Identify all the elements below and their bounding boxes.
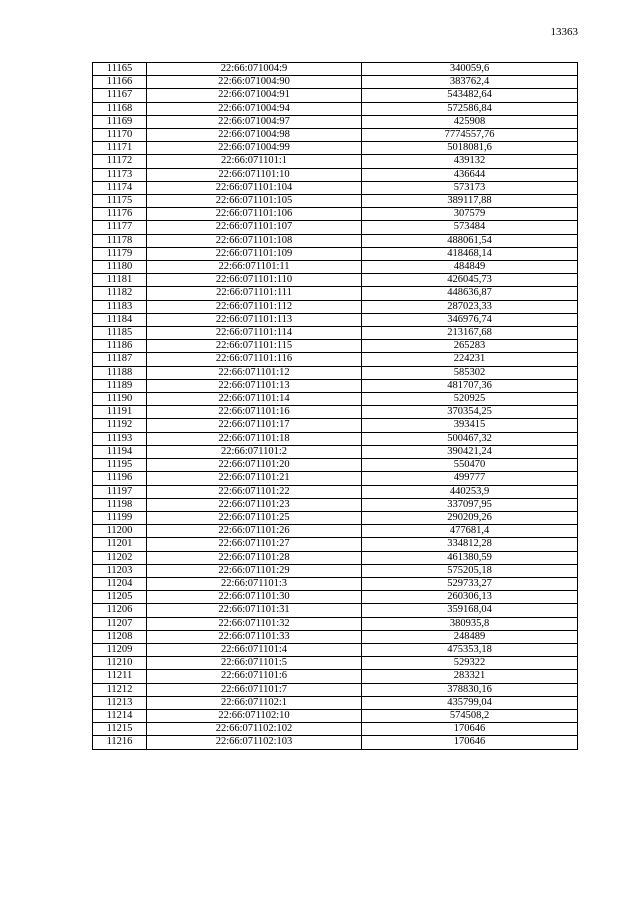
cadastral-number-cell: 22:66:071101:110 bbox=[147, 274, 362, 287]
row-number-cell: 11208 bbox=[93, 630, 147, 643]
cadastral-number-cell: 22:66:071101:20 bbox=[147, 459, 362, 472]
row-number-cell: 11186 bbox=[93, 340, 147, 353]
cadastral-number-cell: 22:66:071101:29 bbox=[147, 564, 362, 577]
table-row bbox=[93, 445, 578, 458]
cadastral-value-table bbox=[92, 62, 578, 750]
cadastral-number-cell: 22:66:071101:32 bbox=[147, 617, 362, 630]
value-cell: 337097,95 bbox=[362, 498, 578, 511]
table-row bbox=[93, 657, 578, 670]
table-row bbox=[93, 247, 578, 260]
row-number-cell: 11172 bbox=[93, 155, 147, 168]
table-row bbox=[93, 353, 578, 366]
cadastral-number-cell: 22:66:071102:10 bbox=[147, 709, 362, 722]
table-row bbox=[93, 129, 578, 142]
row-number-cell: 11171 bbox=[93, 142, 147, 155]
row-number-cell: 11212 bbox=[93, 683, 147, 696]
table-row bbox=[93, 195, 578, 208]
row-number-cell: 11202 bbox=[93, 551, 147, 564]
value-cell: 224231 bbox=[362, 353, 578, 366]
row-number-cell: 11174 bbox=[93, 181, 147, 194]
value-cell: 213167,68 bbox=[362, 327, 578, 340]
cadastral-number-cell: 22:66:071101:14 bbox=[147, 393, 362, 406]
row-number-cell: 11205 bbox=[93, 591, 147, 604]
row-number-cell: 11175 bbox=[93, 195, 147, 208]
table-row bbox=[93, 287, 578, 300]
row-number-cell: 11215 bbox=[93, 723, 147, 736]
cadastral-number-cell: 22:66:071102:1 bbox=[147, 696, 362, 709]
cadastral-number-cell: 22:66:071101:22 bbox=[147, 485, 362, 498]
table-row bbox=[93, 142, 578, 155]
row-number-cell: 11183 bbox=[93, 300, 147, 313]
row-number-cell: 11201 bbox=[93, 538, 147, 551]
value-cell: 520925 bbox=[362, 393, 578, 406]
value-cell: 440253,9 bbox=[362, 485, 578, 498]
value-cell: 378830,16 bbox=[362, 683, 578, 696]
row-number-cell: 11195 bbox=[93, 459, 147, 472]
row-number-cell: 11207 bbox=[93, 617, 147, 630]
cadastral-number-cell: 22:66:071102:102 bbox=[147, 723, 362, 736]
cadastral-number-cell: 22:66:071101:13 bbox=[147, 379, 362, 392]
cadastral-number-cell: 22:66:071102:103 bbox=[147, 736, 362, 749]
row-number-cell: 11191 bbox=[93, 406, 147, 419]
value-cell: 572586,84 bbox=[362, 102, 578, 115]
cadastral-number-cell: 22:66:071101:113 bbox=[147, 313, 362, 326]
cadastral-number-cell: 22:66:071101:7 bbox=[147, 683, 362, 696]
value-cell: 5018081,6 bbox=[362, 142, 578, 155]
value-cell: 346976,74 bbox=[362, 313, 578, 326]
table-row bbox=[93, 234, 578, 247]
row-number-cell: 11209 bbox=[93, 643, 147, 656]
cadastral-number-cell: 22:66:071004:97 bbox=[147, 115, 362, 128]
table-row bbox=[93, 366, 578, 379]
cadastral-number-cell: 22:66:071101:107 bbox=[147, 221, 362, 234]
row-number-cell: 11180 bbox=[93, 261, 147, 274]
value-cell: 334812,28 bbox=[362, 538, 578, 551]
row-number-cell: 11173 bbox=[93, 168, 147, 181]
cadastral-number-cell: 22:66:071101:11 bbox=[147, 261, 362, 274]
table-row bbox=[93, 630, 578, 643]
cadastral-number-cell: 22:66:071004:90 bbox=[147, 76, 362, 89]
value-cell: 488061,54 bbox=[362, 234, 578, 247]
value-cell: 436644 bbox=[362, 168, 578, 181]
table-row bbox=[93, 485, 578, 498]
cadastral-number-cell: 22:66:071101:30 bbox=[147, 591, 362, 604]
value-cell: 425908 bbox=[362, 115, 578, 128]
cadastral-number-cell: 22:66:071101:115 bbox=[147, 340, 362, 353]
row-number-cell: 11194 bbox=[93, 445, 147, 458]
cadastral-number-cell: 22:66:071101:104 bbox=[147, 181, 362, 194]
table-row bbox=[93, 432, 578, 445]
cadastral-number-cell: 22:66:071101:3 bbox=[147, 577, 362, 590]
row-number-cell: 11188 bbox=[93, 366, 147, 379]
value-cell: 287023,33 bbox=[362, 300, 578, 313]
row-number-cell: 11168 bbox=[93, 102, 147, 115]
value-cell: 390421,24 bbox=[362, 445, 578, 458]
cadastral-number-cell: 22:66:071004:94 bbox=[147, 102, 362, 115]
value-cell: 380935,8 bbox=[362, 617, 578, 630]
row-number-cell: 11213 bbox=[93, 696, 147, 709]
value-cell: 550470 bbox=[362, 459, 578, 472]
value-cell: 340059,6 bbox=[362, 63, 578, 76]
cadastral-number-cell: 22:66:071101:26 bbox=[147, 525, 362, 538]
row-number-cell: 11203 bbox=[93, 564, 147, 577]
table-row bbox=[93, 683, 578, 696]
row-number-cell: 11187 bbox=[93, 353, 147, 366]
row-number-cell: 11170 bbox=[93, 129, 147, 142]
table-row bbox=[93, 419, 578, 432]
value-cell: 389117,88 bbox=[362, 195, 578, 208]
table-row bbox=[93, 102, 578, 115]
cadastral-number-cell: 22:66:071004:9 bbox=[147, 63, 362, 76]
cadastral-number-cell: 22:66:071101:18 bbox=[147, 432, 362, 445]
cadastral-number-cell: 22:66:071101:2 bbox=[147, 445, 362, 458]
cadastral-number-cell: 22:66:071101:33 bbox=[147, 630, 362, 643]
row-number-cell: 11166 bbox=[93, 76, 147, 89]
row-number-cell: 11211 bbox=[93, 670, 147, 683]
value-cell: 573484 bbox=[362, 221, 578, 234]
row-number-cell: 11196 bbox=[93, 472, 147, 485]
table-row bbox=[93, 63, 578, 76]
cadastral-number-cell: 22:66:071101:27 bbox=[147, 538, 362, 551]
value-cell: 500467,32 bbox=[362, 432, 578, 445]
value-cell: 575205,18 bbox=[362, 564, 578, 577]
value-cell: 170646 bbox=[362, 736, 578, 749]
row-number-cell: 11193 bbox=[93, 432, 147, 445]
row-number-cell: 11178 bbox=[93, 234, 147, 247]
value-cell: 260306,13 bbox=[362, 591, 578, 604]
table-row bbox=[93, 459, 578, 472]
cadastral-number-cell: 22:66:071101:109 bbox=[147, 247, 362, 260]
value-cell: 307579 bbox=[362, 208, 578, 221]
table-row bbox=[93, 155, 578, 168]
value-cell: 426045,73 bbox=[362, 274, 578, 287]
table-row bbox=[93, 393, 578, 406]
cadastral-number-cell: 22:66:071101:112 bbox=[147, 300, 362, 313]
row-number-cell: 11190 bbox=[93, 393, 147, 406]
row-number-cell: 11214 bbox=[93, 709, 147, 722]
row-number-cell: 11216 bbox=[93, 736, 147, 749]
value-cell: 170646 bbox=[362, 723, 578, 736]
table-row bbox=[93, 208, 578, 221]
value-cell: 448636,87 bbox=[362, 287, 578, 300]
cadastral-number-cell: 22:66:071101:17 bbox=[147, 419, 362, 432]
value-cell: 529322 bbox=[362, 657, 578, 670]
row-number-cell: 11204 bbox=[93, 577, 147, 590]
value-cell: 393415 bbox=[362, 419, 578, 432]
value-cell: 529733,27 bbox=[362, 577, 578, 590]
row-number-cell: 11182 bbox=[93, 287, 147, 300]
row-number-cell: 11185 bbox=[93, 327, 147, 340]
value-cell: 7774557,76 bbox=[362, 129, 578, 142]
cadastral-number-cell: 22:66:071101:31 bbox=[147, 604, 362, 617]
table-row bbox=[93, 472, 578, 485]
table-row bbox=[93, 709, 578, 722]
row-number-cell: 11192 bbox=[93, 419, 147, 432]
cadastral-number-cell: 22:66:071101:23 bbox=[147, 498, 362, 511]
cadastral-number-cell: 22:66:071004:99 bbox=[147, 142, 362, 155]
cadastral-number-cell: 22:66:071101:6 bbox=[147, 670, 362, 683]
row-number-cell: 11199 bbox=[93, 511, 147, 524]
cadastral-number-cell: 22:66:071101:10 bbox=[147, 168, 362, 181]
value-cell: 439132 bbox=[362, 155, 578, 168]
table-row bbox=[93, 115, 578, 128]
table-row bbox=[93, 181, 578, 194]
value-cell: 283321 bbox=[362, 670, 578, 683]
table-row bbox=[93, 643, 578, 656]
table-row bbox=[93, 525, 578, 538]
table-row bbox=[93, 313, 578, 326]
value-cell: 383762,4 bbox=[362, 76, 578, 89]
row-number-cell: 11179 bbox=[93, 247, 147, 260]
table-row bbox=[93, 274, 578, 287]
row-number-cell: 11169 bbox=[93, 115, 147, 128]
table-row bbox=[93, 696, 578, 709]
cadastral-number-cell: 22:66:071101:106 bbox=[147, 208, 362, 221]
table-row bbox=[93, 577, 578, 590]
value-cell: 265283 bbox=[362, 340, 578, 353]
value-cell: 435799,04 bbox=[362, 696, 578, 709]
cadastral-number-cell: 22:66:071101:105 bbox=[147, 195, 362, 208]
table-row bbox=[93, 327, 578, 340]
table-row bbox=[93, 498, 578, 511]
row-number-cell: 11197 bbox=[93, 485, 147, 498]
cadastral-number-cell: 22:66:071101:1 bbox=[147, 155, 362, 168]
cadastral-number-cell: 22:66:071004:91 bbox=[147, 89, 362, 102]
table-row bbox=[93, 340, 578, 353]
value-cell: 573173 bbox=[362, 181, 578, 194]
cadastral-number-cell: 22:66:071101:12 bbox=[147, 366, 362, 379]
table-row bbox=[93, 300, 578, 313]
cadastral-number-cell: 22:66:071101:5 bbox=[147, 657, 362, 670]
value-cell: 481707,36 bbox=[362, 379, 578, 392]
table-row bbox=[93, 261, 578, 274]
table-row bbox=[93, 736, 578, 749]
table-row bbox=[93, 670, 578, 683]
row-number-cell: 11210 bbox=[93, 657, 147, 670]
table-row bbox=[93, 221, 578, 234]
table-body bbox=[93, 63, 578, 750]
cadastral-number-cell: 22:66:071101:28 bbox=[147, 551, 362, 564]
row-number-cell: 11206 bbox=[93, 604, 147, 617]
value-cell: 484849 bbox=[362, 261, 578, 274]
cadastral-number-cell: 22:66:071101:4 bbox=[147, 643, 362, 656]
value-cell: 475353,18 bbox=[362, 643, 578, 656]
table-row bbox=[93, 604, 578, 617]
cadastral-number-cell: 22:66:071101:108 bbox=[147, 234, 362, 247]
value-cell: 290209,26 bbox=[362, 511, 578, 524]
row-number-cell: 11177 bbox=[93, 221, 147, 234]
table-row bbox=[93, 511, 578, 524]
cadastral-number-cell: 22:66:071101:16 bbox=[147, 406, 362, 419]
row-number-cell: 11167 bbox=[93, 89, 147, 102]
cadastral-number-cell: 22:66:071101:116 bbox=[147, 353, 362, 366]
table-row bbox=[93, 617, 578, 630]
row-number-cell: 11200 bbox=[93, 525, 147, 538]
row-number-cell: 11189 bbox=[93, 379, 147, 392]
table-row bbox=[93, 379, 578, 392]
row-number-cell: 11176 bbox=[93, 208, 147, 221]
table-row bbox=[93, 76, 578, 89]
row-number-cell: 11184 bbox=[93, 313, 147, 326]
table-row bbox=[93, 551, 578, 564]
value-cell: 543482,64 bbox=[362, 89, 578, 102]
table-row bbox=[93, 564, 578, 577]
cadastral-number-cell: 22:66:071101:111 bbox=[147, 287, 362, 300]
row-number-cell: 11165 bbox=[93, 63, 147, 76]
value-cell: 248489 bbox=[362, 630, 578, 643]
table-row bbox=[93, 168, 578, 181]
cadastral-number-cell: 22:66:071101:114 bbox=[147, 327, 362, 340]
value-cell: 370354,25 bbox=[362, 406, 578, 419]
value-cell: 574508,2 bbox=[362, 709, 578, 722]
table-row bbox=[93, 406, 578, 419]
table-row bbox=[93, 723, 578, 736]
value-cell: 359168,04 bbox=[362, 604, 578, 617]
row-number-cell: 11198 bbox=[93, 498, 147, 511]
value-cell: 418468,14 bbox=[362, 247, 578, 260]
cadastral-number-cell: 22:66:071101:25 bbox=[147, 511, 362, 524]
table-row bbox=[93, 591, 578, 604]
value-cell: 499777 bbox=[362, 472, 578, 485]
cadastral-number-cell: 22:66:071101:21 bbox=[147, 472, 362, 485]
value-cell: 477681,4 bbox=[362, 525, 578, 538]
value-cell: 461380,59 bbox=[362, 551, 578, 564]
table-row bbox=[93, 89, 578, 102]
table-row bbox=[93, 538, 578, 551]
value-cell: 585302 bbox=[362, 366, 578, 379]
row-number-cell: 11181 bbox=[93, 274, 147, 287]
page-number: 13363 bbox=[550, 26, 578, 38]
cadastral-number-cell: 22:66:071004:98 bbox=[147, 129, 362, 142]
